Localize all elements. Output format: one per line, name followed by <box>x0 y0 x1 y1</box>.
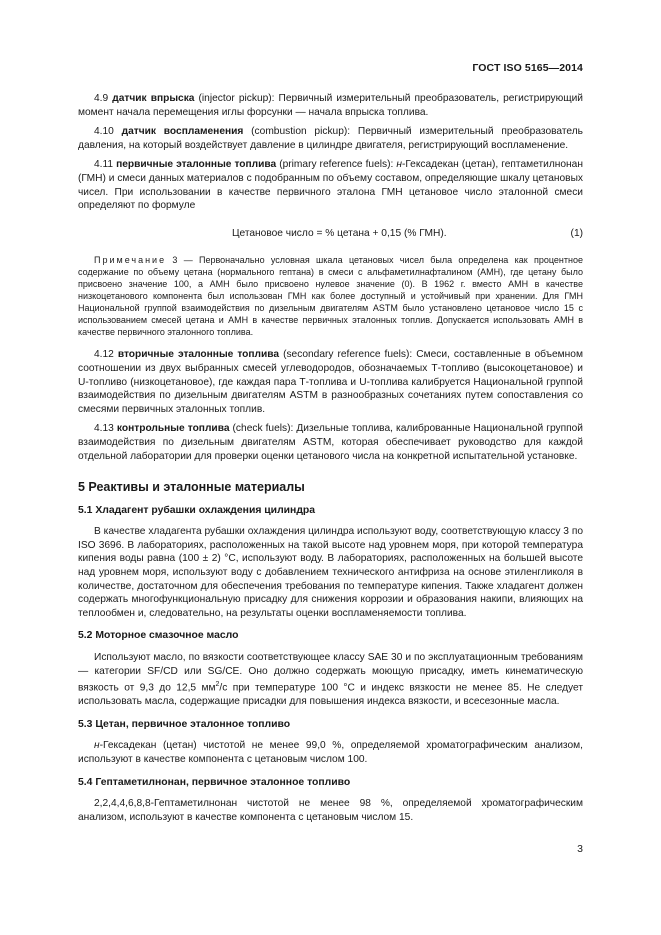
subsection-5-1-text: В качестве хладагента рубашки охлаждения цилиндра используют воду, соответствующую классу 3 по ISO 3696. В лабораториях, расположенных на такой высоте над уровнем моря, при которой температура кипения воды равна (100 ± 2) °С, используют воду. В лабораториях, расположенных на большей высоте над уровнем моря, используют воду с добавлением технического антифриза на основе этиленгликоля в количестве, достаточном для обеспечения требования по температуре кипения. Также хладагент должен содержать многофункциональную присадку для снижения коррозии и образования накипи, влияющих на теплообмен и, следовательно, на результаты оценки воспламеняемости топлива. <box>78 526 583 619</box>
section-5-title: 5 Реактивы и эталонные материалы <box>78 480 305 495</box>
formula-number: (1) <box>570 227 583 239</box>
formula-1 <box>78 227 583 241</box>
subsection-5-2-title: 5.2 Моторное смазочное масло <box>78 630 239 642</box>
note-number: 3 <box>172 255 178 266</box>
subsection-5-4-title: 5.4 Гептаметилнонан, первичное эталонное топливо <box>78 776 351 788</box>
clause-number: 4.9 <box>94 93 109 104</box>
clause-number: 4.11 <box>94 159 114 171</box>
page-content <box>78 92 583 824</box>
definition-text-a: (primary reference fuels): <box>276 159 397 171</box>
definition-4-13 <box>78 422 583 463</box>
subsection-5-1-title: 5.1 Хладагент рубашки охлаждения цилиндра <box>78 504 316 516</box>
superscript: 2 <box>215 681 220 689</box>
subsection-5-3-text <box>78 739 583 766</box>
term: датчик воспламенения <box>121 126 244 138</box>
italic-prefix: н <box>396 159 402 171</box>
term: датчик впрыска <box>112 93 195 104</box>
definition-text: (combustion pickup): Первичный измерительный преобразователь давления, на который воздействует давление в цилиндре двигателя, регистрирующий воспламенение. <box>78 126 583 151</box>
subsection-5-4-text: 2,2,4,4,6,8,8-Гептаметилнонан чистотой не менее 98 %, определяемой хроматографическим анализом, используют в качестве компонента с цетановым числом 15. <box>78 798 583 823</box>
text-part: /с при температуре 100 °С и индекс вязкости не менее 85. Не следует использовать масла, содержащие присадки для повышения индекса вязкости, и всесезонные масла. <box>78 682 583 708</box>
definition-4-10 <box>78 125 583 152</box>
subsection-5-2-text <box>78 651 583 709</box>
clause-number: 4.10 <box>94 126 114 138</box>
page-number: 3 <box>577 843 583 855</box>
note-text: — Первоначально условная шкала цетановых чисел была определена как процентное содержание по объему цетана (нормального гептана) в смеси с альфаметилнафталином (АМН), где цетану было присвоено значение 100, а АМН было присвоено нулевое значение (0). В 1962 г. вместо АМН в качестве низкоцетанового компонента был использован ГМН как более доступный и устойчивый при хранении. Для ГМН Национальной группой взаимодействия по дизельным двигателям ASTM было установлено цетановое число 15 с использованием смесей цетана и АМН в качестве первичных эталонных топлив. Допускается использовать АМН в качестве первичного эталонного топлива. <box>78 255 583 338</box>
clause-number: 4.12 <box>94 349 114 361</box>
definition-4-9 <box>78 92 583 119</box>
term: вторичные эталонные топлива <box>117 349 280 361</box>
term: первичные эталонные топлива <box>116 159 277 171</box>
definition-text: -Гексадекан (цетан), гептаметилнонан (ГМН) и смеси данных материалов с подобранным по объему составом, определяющие шкалу цетановых чисел. При использовании в качестве первичного эталона ГМН цетановое число эталонной смеси определяют по формуле <box>78 159 583 212</box>
definition-4-11 <box>78 158 583 212</box>
clause-number: 4.13 <box>94 423 114 435</box>
text-part: -Гексадекан (цетан) чистотой не менее 99,0 %, определяемой хроматографическим анализом, используют в качестве компонента с цетановым числом 100. <box>78 740 583 765</box>
definition-4-12 <box>78 348 583 416</box>
note-3 <box>78 254 583 338</box>
italic-prefix: н <box>94 740 100 752</box>
definition-text: (secondary reference fuels): Смеси, составленные в объемном соотношении из двух выбранных смесей углеводородов, обозначаемых Т-топливо (высокоцетановое) и U-топливо (низкоцетановое), где каждая пара Т-топлива и U-топлива калибруется Национальной группой взаимодействия по дизельным двигателям ASTM в разнообразных сочетаниях путем сопоставления со смесями первичных эталонных топлив. <box>78 349 583 415</box>
document-header: ГОСТ ISO 5165—2014 <box>472 62 583 74</box>
definition-text: (check fuels): Дизельные топлива, калиброванные Национальной группой взаимодействия по дизельным двигателям ASTM, которая обеспечивает руководство для каждой отдельной лаборатории для проверки оценки цетанового числа на конкретной испытательной установке. <box>78 423 583 462</box>
subsection-5-3-title: 5.3 Цетан, первичное эталонное топливо <box>78 718 291 730</box>
term: контрольные топлива <box>116 423 230 435</box>
formula-expression: Цетановое число = % цетана + 0,15 (% ГМН). <box>231 227 447 239</box>
text-part: Используют масло, по вязкости соответствующее классу SAE 30 и по эксплуатационным требованиям — категории SF/CD или SG/CE. Оно должно содержать моющую присадку, иметь кинематическую вязкость от 9,3 до 12,5 мм <box>78 652 583 694</box>
note-label: Примечание <box>94 255 167 266</box>
definition-text: (injector pickup): Первичный измерительный преобразователь, регистрирующий момент начала перемещения иглы форсунки — начала впрыска топлива. <box>78 93 583 118</box>
